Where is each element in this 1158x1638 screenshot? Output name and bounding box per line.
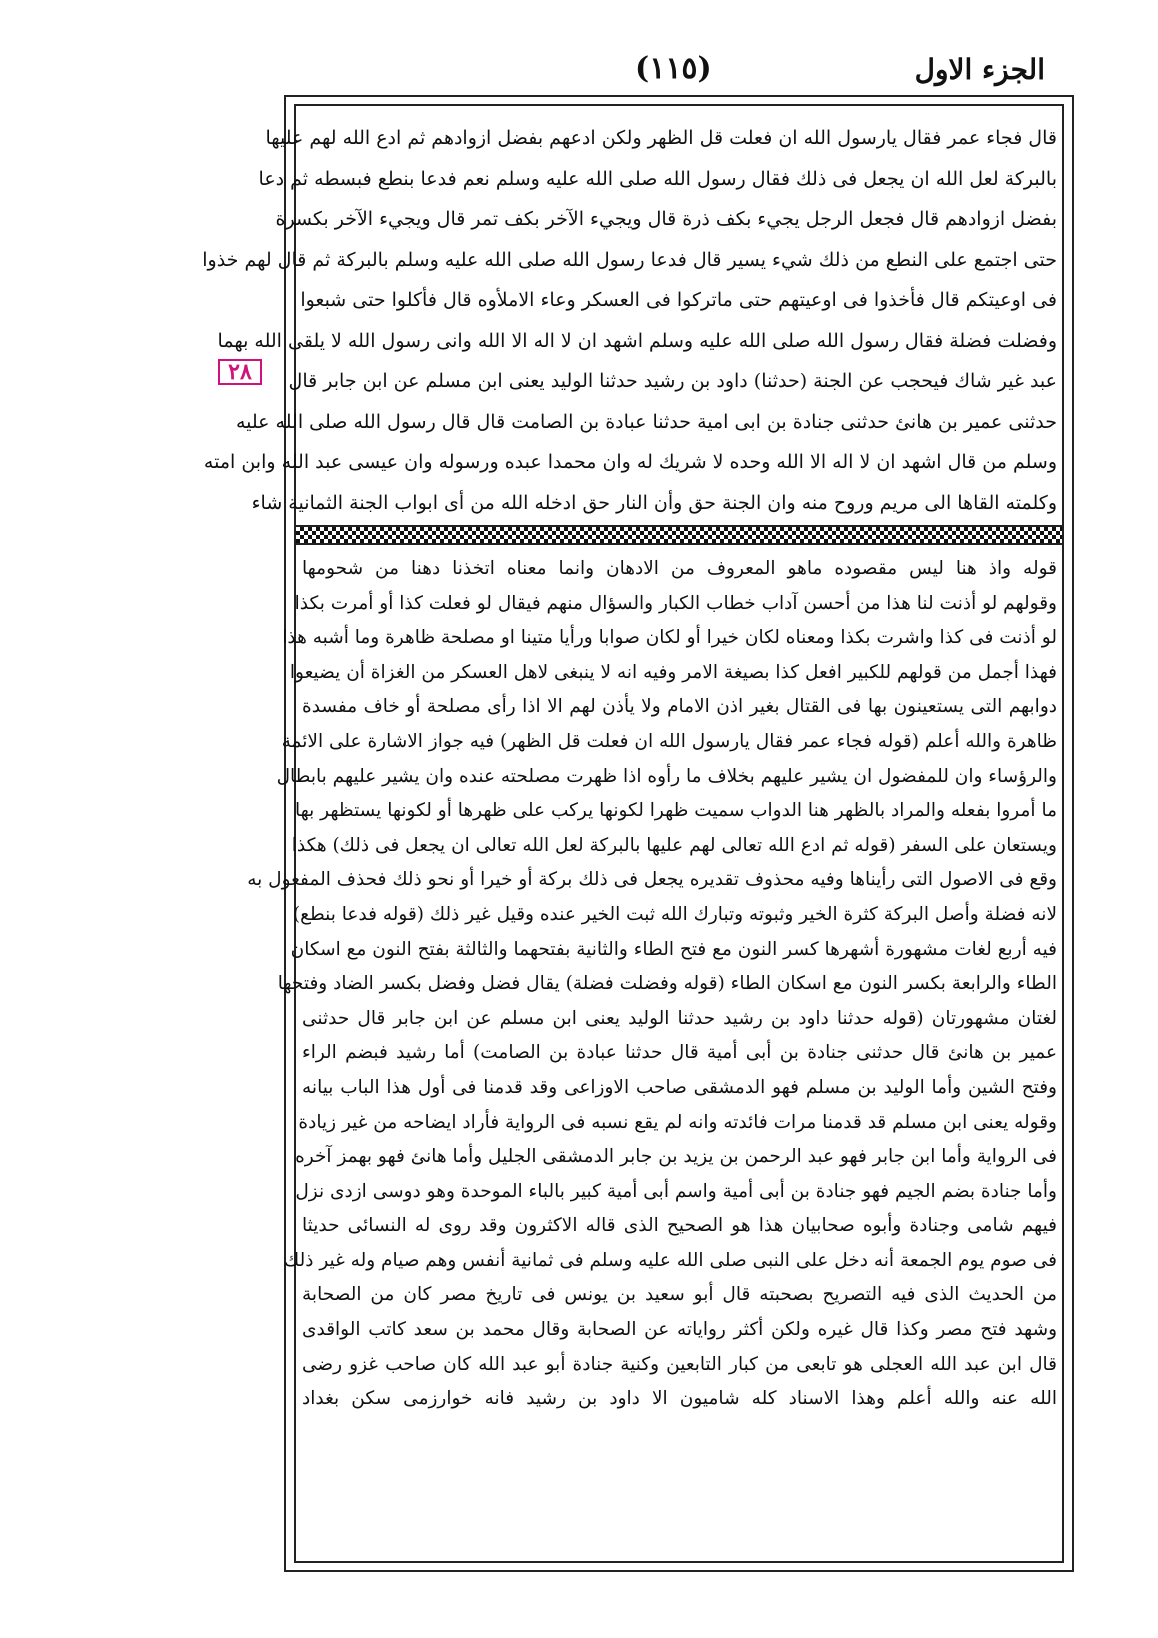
commentary-line: ظاهرة والله أعلم (قوله فجاء عمر فقال يارسول الله ان فعلت قل الظهر) فيه جواز الاشارة على الائمة xyxy=(281,730,1057,752)
commentary-line: من الحديث الذى فيه التصريح بصحبته قال أبو سعيد بن يونس فى تاريخ مصر كان من الصحابة xyxy=(302,1284,1057,1306)
commentary-line: وقع فى الاصول التى رأيناها وفيه محذوف تقديره يجعل فى ذلك بركة أو خيرا أو نحو ذلك فحذف المفعول به xyxy=(247,869,1057,891)
commentary-line: لو أذنت فى كذا واشرت بكذا ومعناه لكان خيرا أو لكان صوابا ورأيا متينا او مصلحة ظاهرة وما أشبه هذا xyxy=(282,627,1057,649)
commentary-line: وقوله يعنى ابن مسلم قد قدمنا مرات فائدته وانه لم يقع نسبه فى الرواية فأراد ايضاحه من غير زيادة xyxy=(298,1111,1057,1133)
page-number: (١١٥) xyxy=(635,51,712,86)
commentary-line: وقولهم لو أذنت لنا هذا من أحسن آداب خطاب الكبار والسؤال منهم فيقال لو فعلت كذا أو أمرت بكذا xyxy=(294,592,1057,614)
commentary-line: الطاء والرابعة بكسر النون مع اسكان الطاء (قوله وفضلت فضلة) يقال فضل وفضل بكسر الضاد وفتحها xyxy=(277,973,1057,995)
commentary-line: الله عنه والله أعلم وهذا الاسناد كله شاميون الا داود بن رشيد فانه خوارزمى سكن بغداد xyxy=(302,1388,1057,1410)
commentary-line: قوله واذ هنا ليس مقصوده ماهو المعروف من الادهان وانما معناه اتخذنا دهنا من شحومها xyxy=(302,558,1057,579)
commentary-line: وأما جنادة بضم الجيم فهو جنادة بن أبى أمية واسم أبى أمية كبير بالباء الموحدة وهو دوسى ازدى نزل xyxy=(295,1180,1057,1202)
commentary-line: قال ابن عبد الله العجلى هو تابعى من كبار التابعين وكنية جنادة أبو عبد الله كان صاحب غزو رضى xyxy=(302,1353,1057,1375)
hadith-line: وكلمته القاها الى مريم وروح منه وان الجنة حق وأن النار حق ادخله الله من أى ابواب الجنة الثمانية شاء xyxy=(251,491,1057,514)
hadith-line: حدثنى عمير بن هانئ حدثنى جنادة بن ابى امية حدثنا عبادة بن الصامت قال قال رسول الله صلى الله عليه xyxy=(235,410,1057,433)
commentary-line: دوابهم التى يستعينون بها فى القتال بغير اذن الامام ولا يأذن لهم الا اذا رأى مصلحة أو خاف مفسدة xyxy=(302,696,1057,718)
commentary-text-block xyxy=(247,552,1057,1555)
commentary-line: ما أمروا بفعله والمراد بالظهر هنا الدواب سميت ظهرا لكونها يركب على ظهرها أو لكونها يستظهر بها xyxy=(294,800,1057,822)
commentary-line: عمير بن هانئ قال حدثنى جنادة بن أبى أمية قال حدثنا عبادة بن الصامت) أما رشيد فبضم الراء xyxy=(302,1042,1057,1064)
hadith-line: وسلم من قال اشهد ان لا اله الا الله وحده لا شريك له وان محمدا عبده ورسوله وان عيسى عبد الله وابن امته xyxy=(203,451,1057,473)
hadith-number-badge: ٢٨ xyxy=(218,359,262,385)
hadith-line: فى اوعيتكم قال فأخذوا فى اوعيتهم حتى ماتركوا فى العسكر وعاء الاملأوه قال فأكلوا حتى شبعوا xyxy=(300,289,1057,311)
commentary-line: فى الرواية وأما ابن جابر فهو عبد الرحمن بن يزيد بن جابر الدمشقى الجليل وأما هانئ فهو بهمز آخره xyxy=(295,1146,1057,1168)
commentary-line: وشهد فتح مصر وكذا قال غيره ولكن أكثر رواياته عن الصحابة وقال محمد بن سعد كاتب الواقدى xyxy=(302,1319,1057,1341)
hadith-line: بالبركة لعل الله ان يجعل فى ذلك فقال رسول الله صلى الله عليه وسلم نعم فدعا بنطع فبسطه ثم دعا xyxy=(258,167,1057,190)
hadith-line: قال فجاء عمر فقال يارسول الله ان فعلت قل الظهر ولكن ادعهم بفضل ازوادهم ثم ادع الله لهم عليها xyxy=(265,127,1057,149)
hadith-line: بفضل ازوادهم قال فجعل الرجل يجيء بكف ذرة قال ويجيء الآخر بكف تمر قال ويجيء الآخر بكسرة xyxy=(275,208,1057,230)
commentary-line: والرؤساء وان للمفضول ان يشير عليهم بخلاف ما رأوه اذا ظهرت مصلحته عنده وان يشير عليهم بابطال xyxy=(276,765,1057,787)
commentary-line: لغتان مشهورتان (قوله حدثنا داود بن رشيد حدثنا الوليد يعنى ابن مسلم عن ابن جابر قال حدثنى xyxy=(302,1007,1057,1029)
commentary-line: فى صوم يوم الجمعة أنه دخل على النبى صلى الله عليه وسلم فى ثمانية أنفس وهم صيام وله غير ذلك xyxy=(283,1249,1057,1271)
commentary-line: ويستعان على السفر (قوله ثم ادع الله تعالى لهم عليها بالبركة لعل الله تعالى ان يجعل فى ذلك) هكذا xyxy=(291,834,1057,856)
commentary-line: لانه فضلة وأصل البركة كثرة الخير وثبوته وتبارك الله ثبت الخير عنده وقيل غير ذلك (قوله فدعا بنطع) xyxy=(292,903,1057,925)
hadith-line: عبد غير شاك فيحجب عن الجنة (حدثنا) داود بن رشيد حدثنا الوليد يعنى ابن مسلم عن ابن جابر قال xyxy=(288,370,1057,392)
commentary-line: فيهم شامى وجنادة وأبوه صحابيان هذا هو الصحيح الذى قاله الاكثرون وقد روى له النسائى حديثا xyxy=(302,1215,1057,1237)
hadith-line: حتى اجتمع على النطع من ذلك شيء يسير قال فدعا رسول الله صلى الله عليه وسلم بالبركة ثم قال لهم خذوا xyxy=(202,248,1057,271)
section-divider xyxy=(296,525,1062,545)
page-header xyxy=(280,45,1080,95)
commentary-line: فهذا أجمل من قولهم للكبير افعل كذا بصيغة الامر وفيه انه لا ينبغى لاهل العسكر من الغزاة أن يضيعوا xyxy=(289,661,1057,683)
hadith-line: وفضلت فضلة فقال رسول الله صلى الله عليه وسلم اشهد ان لا اله الا الله وانى رسول الله لا يلقى الله بهما xyxy=(217,329,1057,352)
commentary-line: فيه أربع لغات مشهورة أشهرها كسر النون مع فتح الطاء والثانية بفتحهما والثالثة بفتح النون مع اسكان xyxy=(290,938,1057,960)
part-label: الجزء الاول xyxy=(914,53,1045,86)
commentary-line: وفتح الشين وأما الوليد بن مسلم فهو الدمشقى صاحب الاوزاعى وقد قدمنا فى أول هذا الباب بيانه xyxy=(302,1076,1057,1098)
